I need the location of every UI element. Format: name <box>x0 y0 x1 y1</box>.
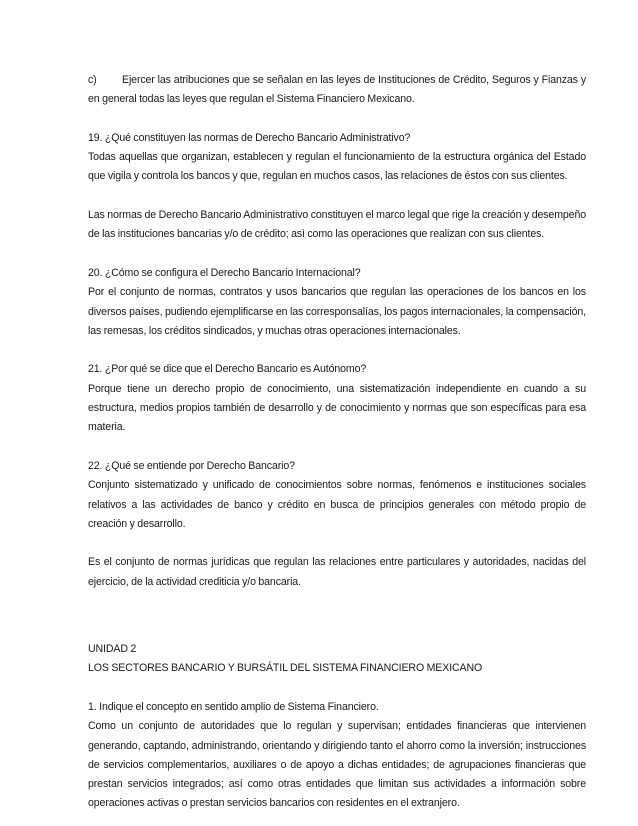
unit-heading <box>88 640 586 679</box>
question-21-block <box>88 360 586 437</box>
question-19-block <box>88 129 586 187</box>
unit2-question-1: 1. Indique el concepto en sentido amplio de Sistema Financiero. <box>88 700 379 713</box>
answer-22-extra: Es el conjunto de normas jurídicas que regulan las relaciones entre particulares y autoridades, nacidas del ejercicio, de la actividad crediticia y/o bancaria. <box>88 556 586 588</box>
question-21: 21. ¿Por qué se dice que el Derecho Bancario es Autónomo? <box>88 363 367 376</box>
unit2-question-1-block <box>88 698 586 814</box>
unit-title: LOS SECTORES BANCARIO Y BURSÁTIL DEL SISTEMA FINANCIERO MEXICANO <box>88 662 483 675</box>
answer-20: Por el conjunto de normas, contratos y usos bancarios que regulan las operaciones de los bancos en los diversos países, pudiendo ejemplificarse en las corresponsalías, los pagos internacionales, la compensación, las remesas, los créditos sindicados, y muchas otras operaciones internacionales. <box>88 286 586 337</box>
question-20-block <box>88 264 586 341</box>
document-page <box>88 71 586 814</box>
answer-22: Conjunto sistematizado y unificado de conocimientos sobre normas, fenómenos e instituciones sociales relativos a las actividades de banco y crédito en busca de principios generales con método propio de creación y desarrollo. <box>88 479 586 530</box>
question-22-block <box>88 457 586 534</box>
item-label: c) <box>88 74 97 86</box>
answer-19-extra: Las normas de Derecho Bancario Administrativo constituyen el marco legal que rige la creación y desempeño de las instituciones bancarias y/o de crédito; asì como las operaciones que realizan con sus clientes. <box>88 209 586 241</box>
item-c-text: Ejercer las atribuciones que se señalan en las leyes de Instituciones de Crédito, Seguros y Fianzas y en general todas las leyes que regulan el Sistema Financiero Mexicano. <box>88 74 586 106</box>
question-22: 22. ¿Qué se entiende por Derecho Bancario? <box>88 459 295 472</box>
question-19: 19. ¿Qué constituyen las normas de Derecho Bancario Administrativo? <box>88 131 411 144</box>
paragraph-item-c <box>88 71 586 110</box>
unit-number: UNIDAD 2 <box>88 643 137 656</box>
answer-19: Todas aquellas que organizan, establecen y regulan el funcionamiento de la estructura orgánica del Estado que vigila y controla los bancos y que, regulan en muchos casos, las relaciones de éstos con sus clientes. <box>88 151 586 183</box>
question-20: 20. ¿Cómo se configura el Derecho Bancario Internacional? <box>88 266 361 279</box>
answer-21: Porque tiene un derecho propio de conocimiento, una sistematización independiente en cuando a su estructura, medios propios también de desarrollo y de conocimiento y normas que son específicas para esa materia. <box>88 382 586 434</box>
unit2-answer-1: Como un conjunto de autoridades que lo regulan y supervisan; entidades financieras que intervienen generando, captando, administrando, orientando y dirigiendo tanto el ahorro como la inversión; instrucciones de servicios complementarios, auxiliares o de apoyo a dichas entidades; de agrupaciones financieras que prestan servicios integrados; así como otras entidades que limitan sus actividades a información sobre operaciones activas o prestan servicios bancarios con residentes en el extranjero. <box>88 720 586 810</box>
